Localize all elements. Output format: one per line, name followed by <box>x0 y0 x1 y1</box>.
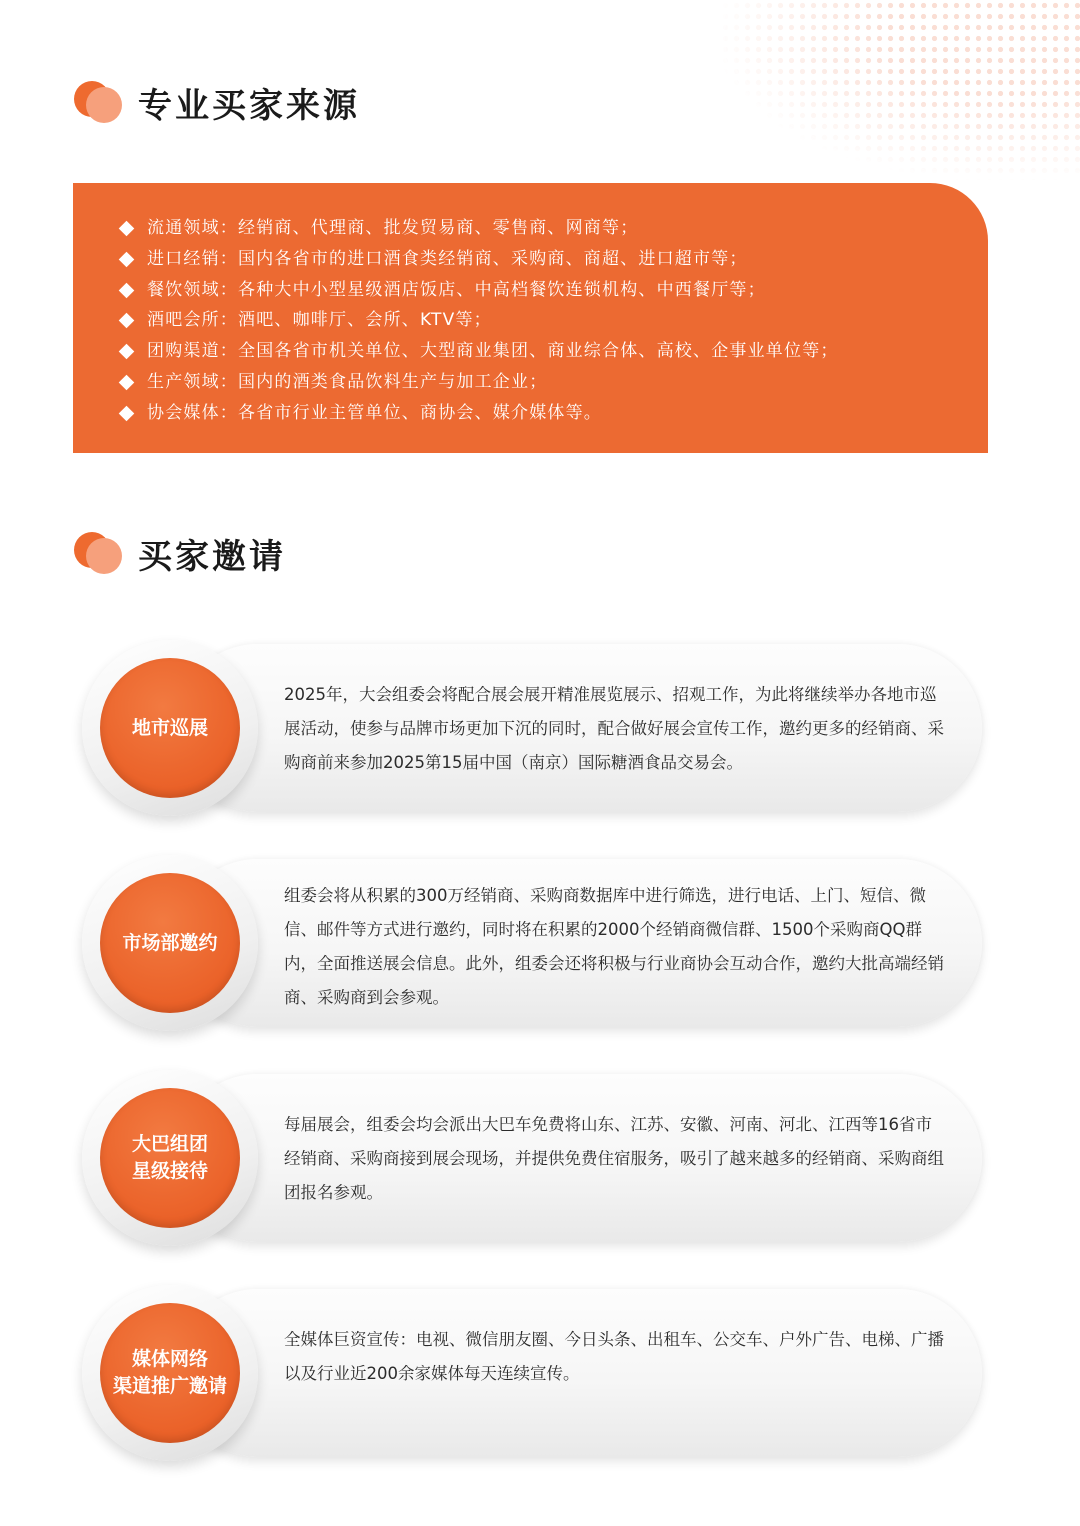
card-label-circle <box>100 873 240 1013</box>
title-bullet-icon <box>72 77 128 127</box>
source-item: 流通领域：经销商、代理商、批发贸易商、零售商、网商等； <box>147 213 988 244</box>
buyer-sources-box <box>73 183 988 453</box>
invite-card-market-dept <box>82 855 982 1031</box>
section-title-text: 专业买家来源 <box>138 85 360 126</box>
card-label-line2: 星级接待 <box>131 1160 208 1182</box>
card-label-line2: 渠道推广邀请 <box>112 1375 227 1397</box>
diamond-bullet-icon <box>119 282 135 298</box>
card-description: 全媒体巨资宣传：电视、微信朋友圈、今日头条、出租车、公交车、户外广告、电梯、广播以及行业近200余家媒体每天连续宣传。 <box>284 1330 944 1383</box>
diamond-bullet-icon <box>119 406 135 422</box>
card-description: 组委会将从积累的300万经销商、采购商数据库中进行筛选，进行电话、上门、短信、微信、邮件等方式进行邀约，同时将在积累的2000个经销商微信群、1500个采购商QQ群内，全面推送展会信息。此外，组委会还将积极与行业商协会互动合作，邀约大批高端经销商、采购商到会参观。 <box>284 886 944 1007</box>
diamond-bullet-icon <box>119 344 135 360</box>
card-label-circle <box>100 658 240 798</box>
diamond-bullet-icon <box>119 313 135 329</box>
section-title-text: 买家邀请 <box>138 536 286 577</box>
section-title-sources <box>72 72 360 132</box>
card-description: 每届展会，组委会均会派出大巴车免费将山东、江苏、安徽、河南、河北、江西等16省市经销商、采购商接到展会现场，并提供免费住宿服务，吸引了越来越多的经销商、采购商组团报名参观。 <box>284 1115 944 1202</box>
diamond-bullet-icon <box>119 375 135 391</box>
source-item: 酒吧会所：酒吧、咖啡厅、会所、KTV等； <box>147 305 988 336</box>
diamond-bullet-icon <box>119 252 135 268</box>
card-label: 市场部邀约 <box>122 931 218 954</box>
source-item: 进口经销：国内各省市的进口酒食类经销商、采购商、商超、进口超市等； <box>147 244 988 275</box>
card-label-line1: 媒体网络 <box>131 1348 208 1370</box>
source-item: 团购渠道：全国各省市机关单位、大型商业集团、商业综合体、高校、企事业单位等； <box>147 336 988 367</box>
title-bullet-icon <box>72 528 128 578</box>
invite-card-city-tour <box>82 640 982 816</box>
card-label: 地市巡展 <box>131 716 208 739</box>
card-description: 2025年，大会组委会将配合展会展开精准展览展示、招观工作，为此将继续举办各地市巡展活动，使参与品牌市场更加下沉的同时，配合做好展会宣传工作，邀约更多的经销商、采购商前来参加2025第15届中国（南京）国际糖酒食品交易会。 <box>284 685 944 772</box>
card-label-circle <box>100 1088 240 1228</box>
world-map-dots-decoration <box>720 0 1080 180</box>
diamond-bullet-icon <box>119 221 135 237</box>
source-item: 生产领域：国内的酒类食品饮料生产与加工企业； <box>147 367 988 398</box>
card-label-circle <box>100 1303 240 1443</box>
card-label-line1: 大巴组团 <box>131 1133 208 1155</box>
invite-card-bus-group <box>82 1070 982 1246</box>
invite-card-media <box>82 1285 982 1461</box>
section-title-invite <box>72 523 286 583</box>
source-item: 协会媒体：各省市行业主管单位、商协会、媒介媒体等。 <box>147 398 988 429</box>
source-item: 餐饮领域：各种大中小型星级酒店饭店、中高档餐饮连锁机构、中西餐厅等； <box>147 275 988 306</box>
